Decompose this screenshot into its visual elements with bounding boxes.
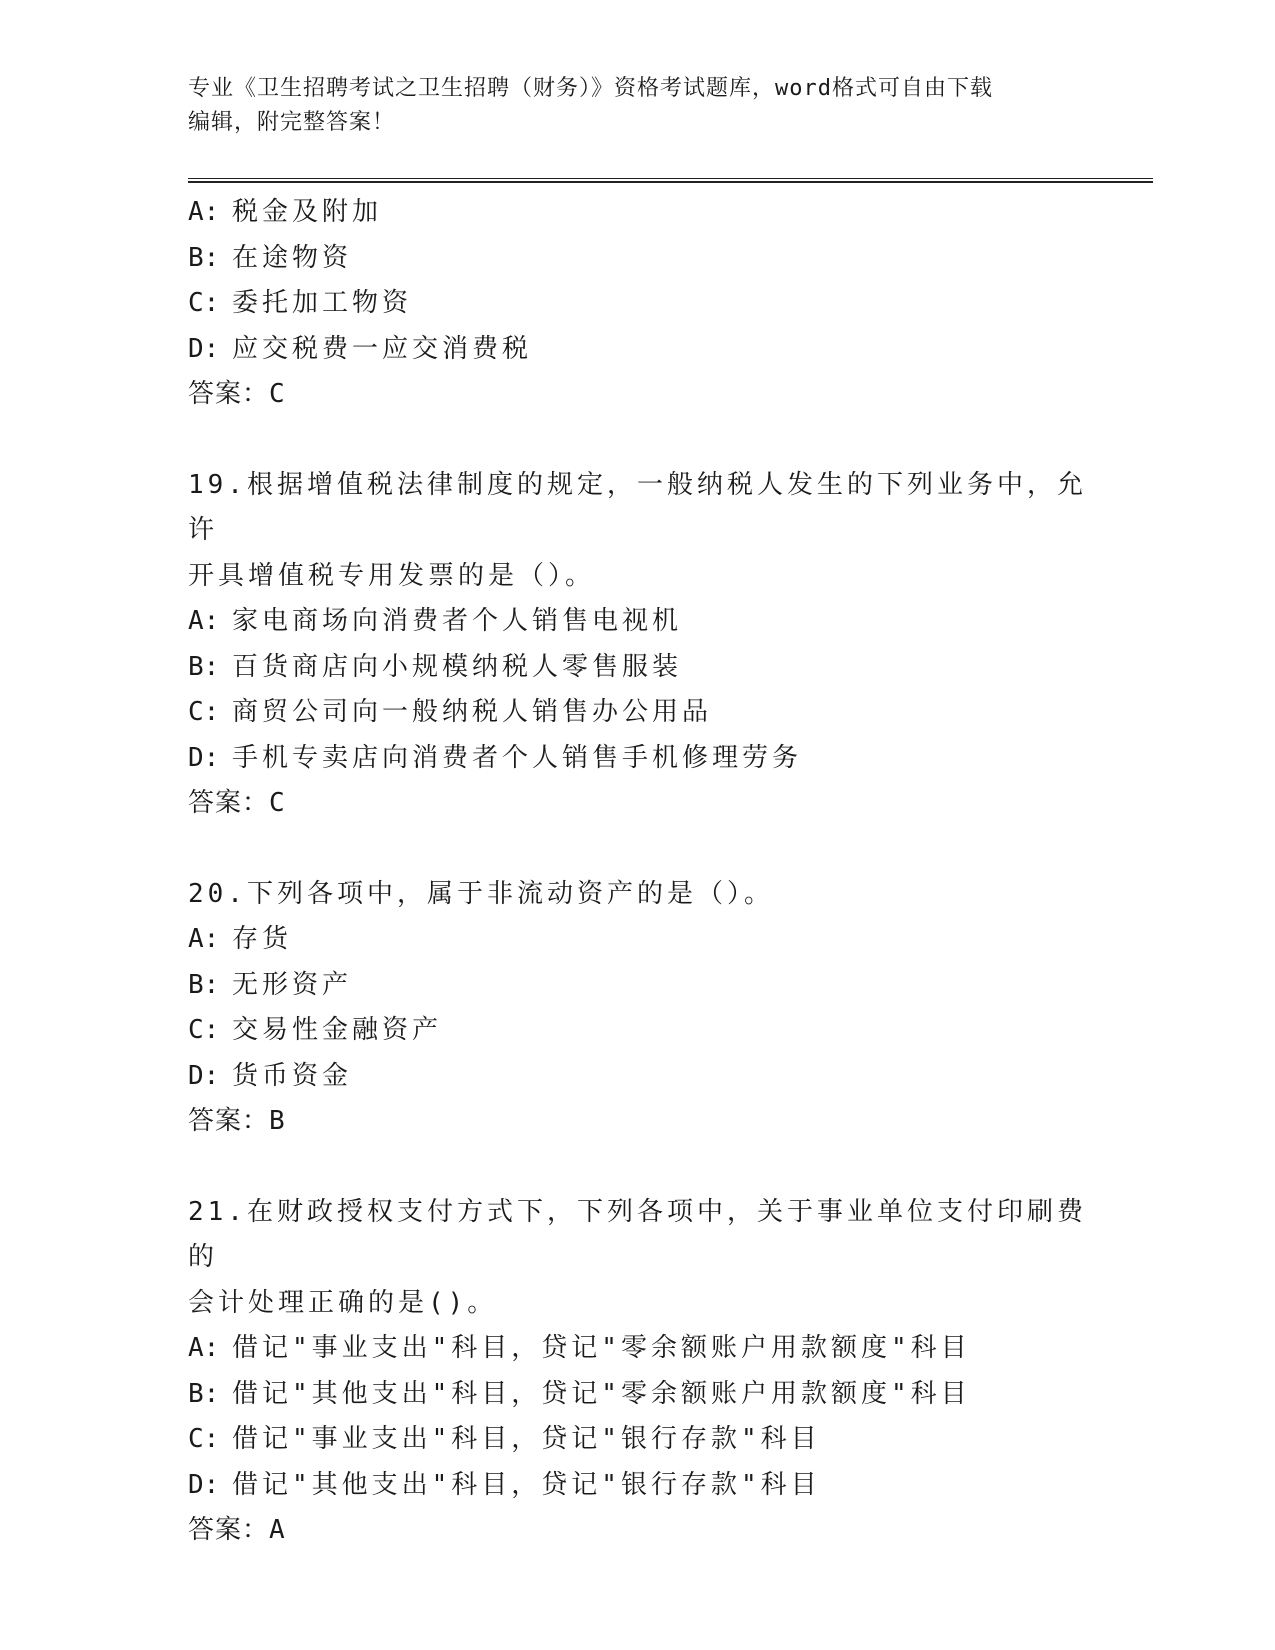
spacer [188, 1145, 1153, 1190]
option-text: 商贸公司向一般纳税人销售办公用品 [232, 697, 713, 727]
stem-line-2: 开具增值税专用发票的是（）。 [188, 560, 596, 591]
option-label: A: [188, 606, 220, 636]
stem-line-1: 20.下列各项中，属于非流动资产的是（）。 [188, 878, 774, 909]
option-text: 应交税费一应交消费税 [232, 333, 533, 364]
question-stem [188, 872, 1088, 918]
option-label: A: [188, 197, 220, 227]
option-c [188, 281, 1153, 327]
option-label: C: [188, 1424, 220, 1454]
document-header [188, 72, 1088, 140]
header-line-1: 专业《卫生招聘考试之卫生招聘（财务）》资格考试题库，word格式可自由下载 [188, 76, 993, 101]
option-text: 百货商店向小规模纳税人零售服装 [232, 651, 683, 682]
question-stem [188, 463, 1088, 600]
option-text: 家电商场向消费者个人销售电视机 [232, 606, 683, 636]
option-label: D: [188, 333, 220, 364]
option-text: 借记"事业支出"科目，贷记"零余额账户用款额度"科目 [232, 1333, 971, 1363]
option-d [188, 1463, 1153, 1509]
option-label: C: [188, 1015, 220, 1045]
stem-line-2: 会计处理正确的是()。 [188, 1287, 498, 1318]
option-c [188, 1008, 1153, 1054]
option-text: 无形资产 [232, 969, 353, 1000]
option-c [188, 690, 1153, 736]
option-text: 交易性金融资产 [232, 1015, 443, 1045]
option-label: D: [188, 742, 220, 773]
option-label: B: [188, 969, 220, 1000]
option-d [188, 327, 1153, 373]
option-a [188, 599, 1153, 645]
option-label: C: [188, 288, 220, 318]
option-label: C: [188, 697, 220, 727]
answer: 答案：C [188, 379, 286, 409]
stem-line-1: 21.在财政授权支付方式下，下列各项中，关于事业单位支付印刷费的 [188, 1196, 1087, 1272]
option-label: B: [188, 242, 220, 273]
option-b [188, 963, 1153, 1009]
option-d [188, 736, 1153, 782]
option-label: A: [188, 924, 220, 954]
question-21 [188, 1190, 1153, 1554]
question-20 [188, 872, 1153, 1145]
option-text: 税金及附加 [232, 197, 383, 227]
option-label: D: [188, 1060, 220, 1091]
option-text: 存货 [232, 924, 293, 954]
answer: 答案：B [188, 1106, 286, 1136]
option-text: 借记"事业支出"科目，贷记"银行存款"科目 [232, 1424, 821, 1454]
option-label: D: [188, 1469, 220, 1500]
option-b [188, 1372, 1153, 1418]
option-text: 委托加工物资 [232, 288, 413, 318]
option-text: 手机专卖店向消费者个人销售手机修理劳务 [232, 742, 803, 773]
option-label: B: [188, 1378, 220, 1409]
answer: 答案：A [188, 1515, 286, 1545]
question-list [188, 190, 1153, 1554]
stem-line-1: 19.根据增值税法律制度的规定，一般纳税人发生的下列业务中，允许 [188, 469, 1087, 545]
option-a [188, 917, 1153, 963]
header-divider [188, 178, 1153, 183]
document-page [188, 0, 1148, 1650]
spacer [188, 827, 1153, 872]
option-a [188, 190, 1153, 236]
option-a [188, 1326, 1153, 1372]
option-b [188, 236, 1153, 282]
option-c [188, 1417, 1153, 1463]
question-19 [188, 463, 1153, 827]
question-18 [188, 190, 1153, 418]
option-label: A: [188, 1333, 220, 1363]
option-text: 借记"其他支出"科目，贷记"银行存款"科目 [232, 1469, 821, 1500]
question-stem [188, 1190, 1088, 1327]
header-line-2: 编辑，附完整答案！ [188, 110, 396, 135]
option-text: 在途物资 [232, 242, 353, 273]
option-d [188, 1054, 1153, 1100]
answer: 答案：C [188, 788, 286, 818]
spacer [188, 418, 1153, 463]
option-b [188, 645, 1153, 691]
option-text: 货币资金 [232, 1060, 353, 1091]
option-label: B: [188, 651, 220, 682]
option-text: 借记"其他支出"科目，贷记"零余额账户用款额度"科目 [232, 1378, 971, 1409]
